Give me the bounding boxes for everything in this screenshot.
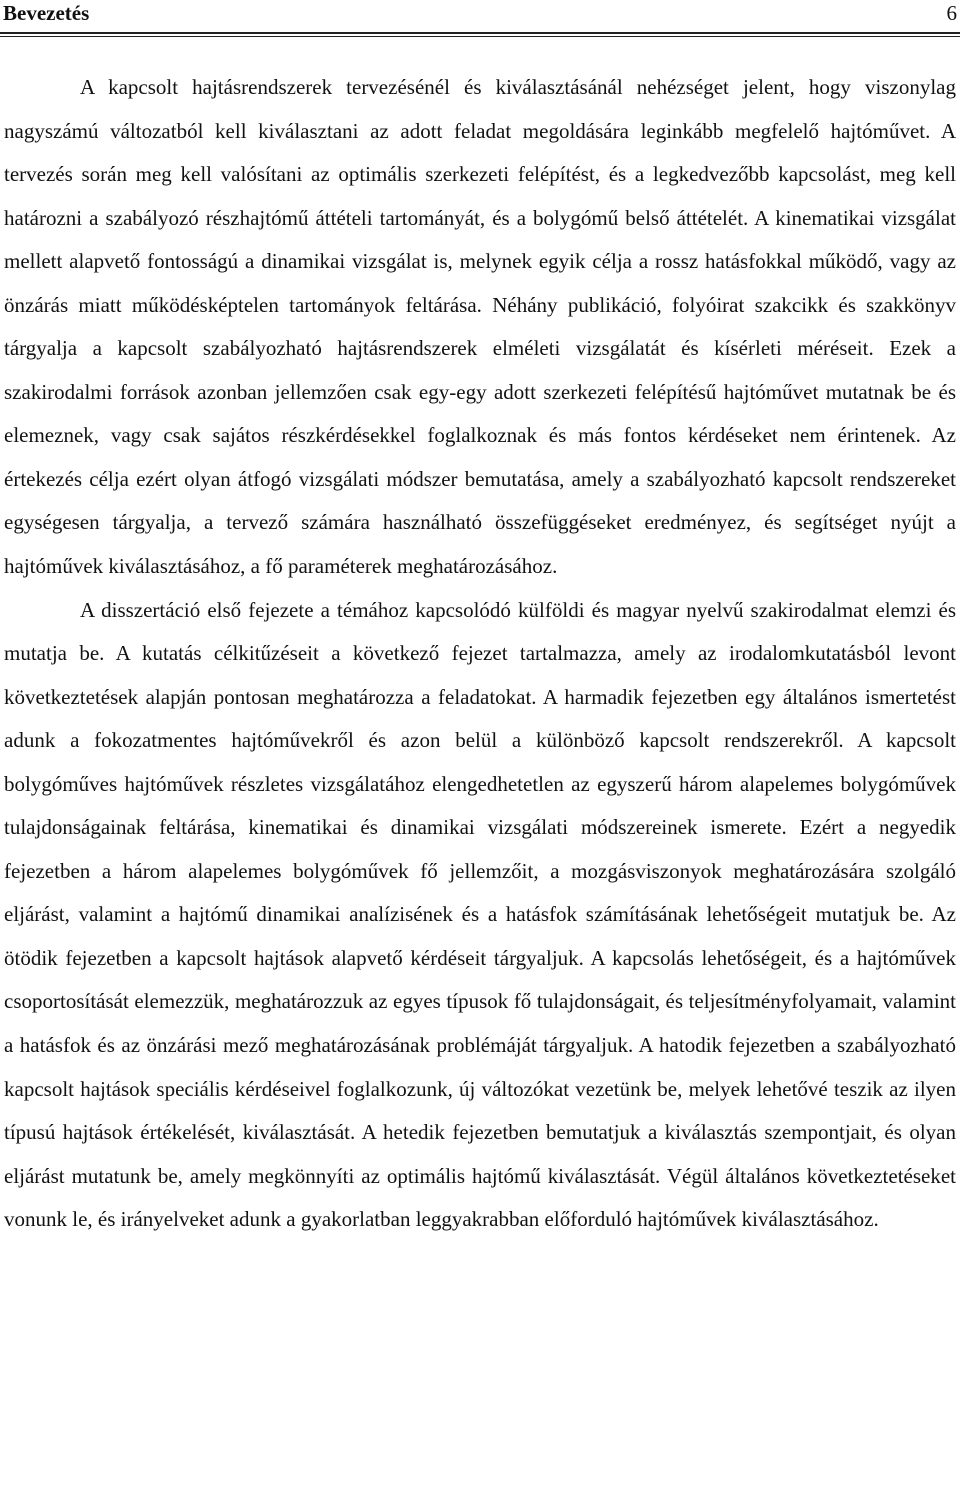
header-divider bbox=[0, 32, 960, 37]
paragraph-intro: A kapcsolt hajtásrendszerek tervezésénél és kiválasztásánál nehézséget jelent, hogy viszonylag nagyszámú változatból kell kiválasztani az adott feladat megoldására leginkább megfelelő hajtóművet. A tervezés során meg kell valósítani az optimális szerkezeti felépítést, és a legkedvezőbb kapcsolást, meg kell határozni a szabályozó részhajtómű áttételi tartományát, és a bolygómű belső áttételét. A kinematikai vizsgálat mellett alapvető fontosságú a dinamikai vizsgálat is, melynek egyik célja a rossz hatásfokkal működő, vagy az önzárás miatt működésképtelen tartományok feltárása. Néhány publikáció, folyóirat szakcikk és szakkönyv tárgyalja a kapcsolt szabályozható hajtásrendszerek elméleti vizsgálatát és kísérleti méréseit. Ezek a szakirodalmi források azonban jellemzően csak egy-egy adott szerkezeti felépítésű hajtóművet mutatnak be és elemeznek, vagy csak sajátos részkérdésekkel foglalkoznak és más fontos kérdéseket nem érintenek. Az értekezés célja ezért olyan átfogó vizsgálati módszer bemutatása, amely a szabályozható kapcsolt rendszereket egységesen tárgyalja, a tervező számára használható összefüggéseket eredményez, és segítséget nyújt a hajtóművek kiválasztásához, a fő paraméterek meghatározásához. bbox=[4, 75, 956, 579]
body-text bbox=[4, 66, 956, 1242]
page-number: 6 bbox=[946, 1, 957, 25]
page-header bbox=[0, 0, 960, 26]
chapter-title: Bevezetés bbox=[3, 1, 90, 25]
paragraph-structure: A disszertáció első fejezete a témához kapcsolódó külföldi és magyar nyelvű szakirodalmat elemzi és mutatja be. A kutatás célkitűzéseit a következő fejezet tartalmazza, amely az irodalomkutatásból levont következtetések alapján pontosan meghatározza a feladatokat. A harmadik fejezetben egy általános ismertetést adunk a fokozatmentes hajtóművekről és azon belül a különböző kapcsolt rendszerekről. A kapcsolt bolygóműves hajtóművek részletes vizsgálatához elengedhetetlen az egyszerű három alapelemes bolygóművek tulajdonságainak feltárása, kinematikai és dinamikai vizsgálati módszereinek ismerete. Ezért a negyedik fejezetben a három alapelemes bolygóművek fő jellemzőit, a mozgásviszonyok meghatározására szolgáló eljárást, valamint a hajtómű dinamikai analízisének és a hatásfok számításának lehetőségeit mutatjuk be. Az ötödik fejezetben a kapcsolt hajtások alapvető kérdéseit tárgyaljuk. A kapcsolás lehetőségeit, és a hajtóművek csoportosítását elemezzük, meghatározzuk az egyes típusok fő tulajdonságait, és teljesítményfolyamait, valamint a hatásfok és az önzárási mező meghatározásának problémáját tárgyaljuk. A hatodik fejezetben a szabályozható kapcsolt hajtások speciális kérdéseivel foglalkozunk, új változókat vezetünk be, melyek lehetővé teszik az ilyen típusú hajtások értékelését, kiválasztását. A hetedik fejezetben bemutatjuk a kiválasztás szempontjait, és olyan eljárást mutatunk be, amely megkönnyíti az optimális hajtómű kiválasztását. Végül általános következtetéseket vonunk le, és irányelveket adunk a gyakorlatban leggyakrabban előforduló hajtóművek kiválasztásához. bbox=[4, 597, 956, 1232]
